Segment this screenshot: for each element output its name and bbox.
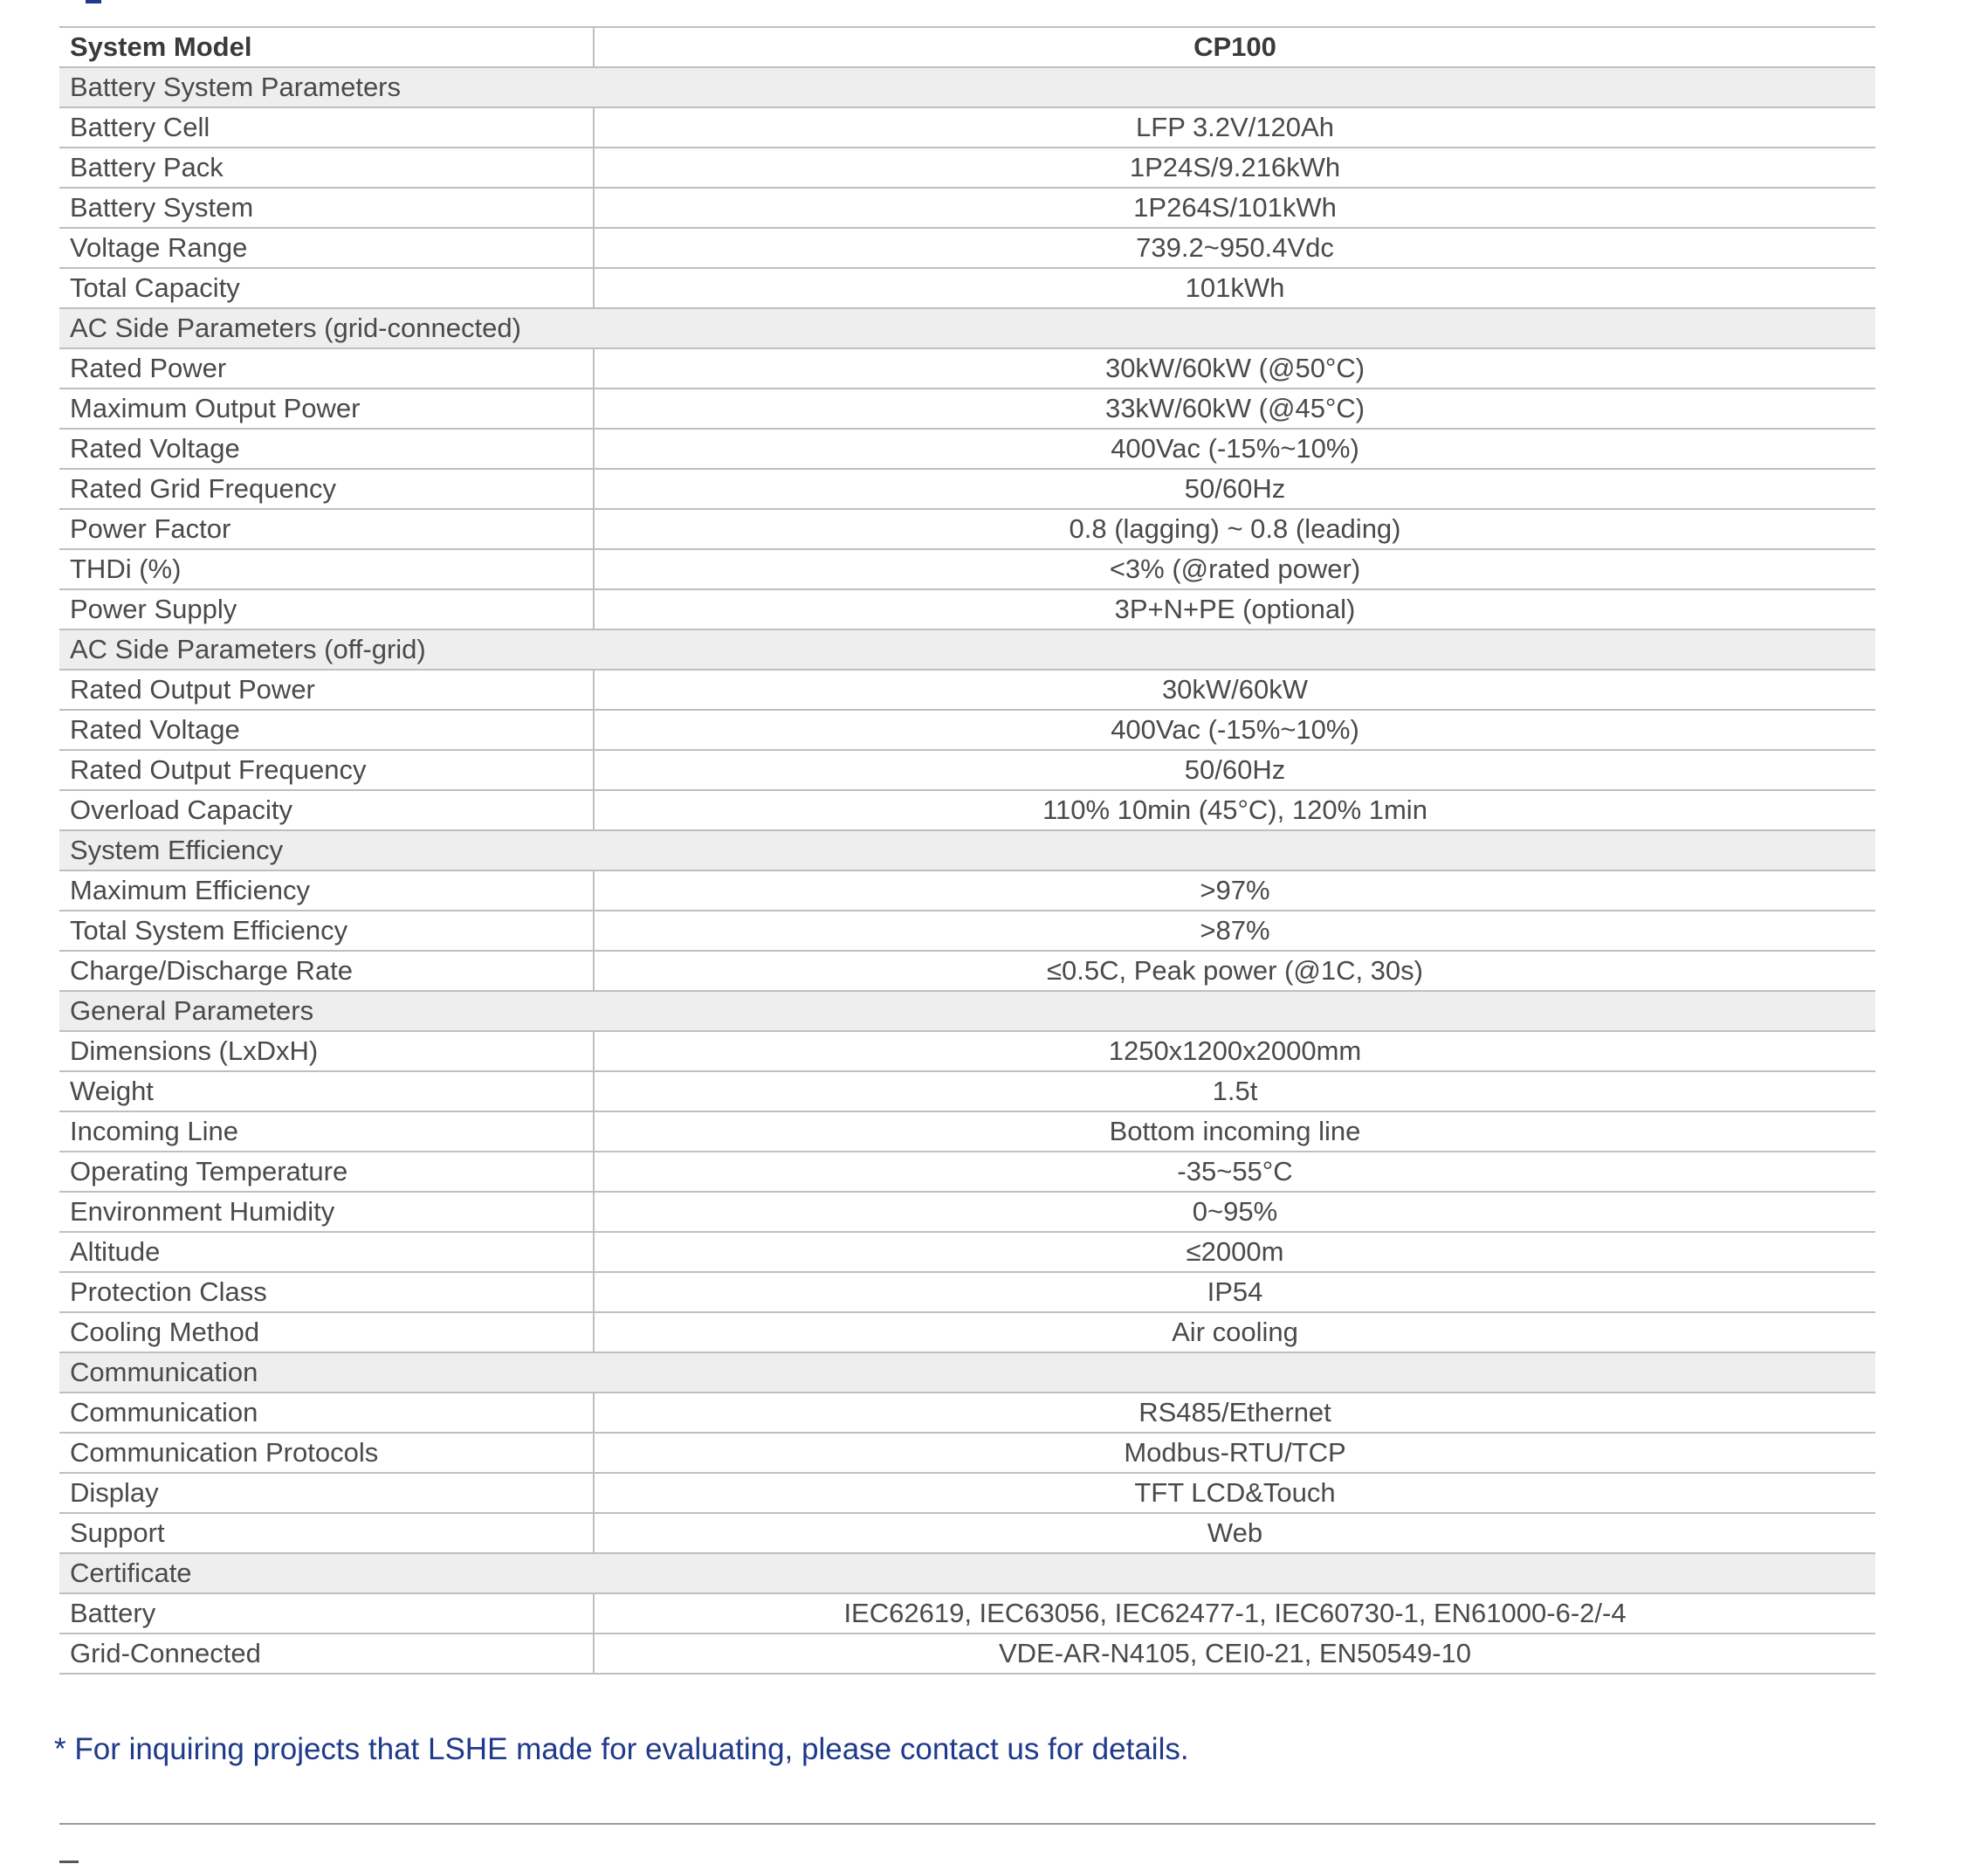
spec-row <box>59 228 1875 268</box>
spec-label: Incoming Line <box>59 1111 594 1152</box>
section-title: System Efficiency <box>59 830 1875 870</box>
spec-row <box>59 148 1875 188</box>
spec-value: 400Vac (-15%~10%) <box>594 710 1875 750</box>
spec-label: Voltage Range <box>59 228 594 268</box>
spec-label: Environment Humidity <box>59 1192 594 1232</box>
spec-label: Power Factor <box>59 509 594 549</box>
spec-row <box>59 348 1875 389</box>
spec-row <box>59 509 1875 549</box>
header-value: CP100 <box>594 27 1875 67</box>
spec-value: 400Vac (-15%~10%) <box>594 429 1875 469</box>
spec-row <box>59 1071 1875 1111</box>
spec-row <box>59 1312 1875 1352</box>
spec-value: 33kW/60kW (@45°C) <box>594 389 1875 429</box>
spec-label: Rated Voltage <box>59 429 594 469</box>
spec-row <box>59 670 1875 710</box>
spec-value: 3P+N+PE (optional) <box>594 589 1875 629</box>
spec-label: Maximum Output Power <box>59 389 594 429</box>
spec-value: <3% (@rated power) <box>594 549 1875 589</box>
table-header-row <box>59 27 1875 67</box>
spec-row <box>59 1192 1875 1232</box>
spec-row <box>59 1152 1875 1192</box>
spec-label: Rated Voltage <box>59 710 594 750</box>
section-row <box>59 67 1875 107</box>
section-title: Communication <box>59 1352 1875 1393</box>
spec-value: ≤0.5C, Peak power (@1C, 30s) <box>594 951 1875 991</box>
spec-value: >97% <box>594 870 1875 911</box>
section-title: Battery System Parameters <box>59 67 1875 107</box>
spec-row <box>59 549 1875 589</box>
spec-row <box>59 1593 1875 1634</box>
spec-label: Protection Class <box>59 1272 594 1312</box>
spec-label: Support <box>59 1513 594 1553</box>
section-title: AC Side Parameters (grid-connected) <box>59 308 1875 348</box>
spec-value: 50/60Hz <box>594 750 1875 790</box>
spec-label: Rated Power <box>59 348 594 389</box>
spec-value: >87% <box>594 911 1875 951</box>
spec-value: ≤2000m <box>594 1232 1875 1272</box>
spec-row <box>59 1433 1875 1473</box>
spec-value: Web <box>594 1513 1875 1553</box>
spec-row <box>59 710 1875 750</box>
spec-label: Charge/Discharge Rate <box>59 951 594 991</box>
spec-row <box>59 870 1875 911</box>
spec-label: Communication <box>59 1393 594 1433</box>
spec-label: Dimensions (LxDxH) <box>59 1031 594 1071</box>
spec-value: 1P264S/101kWh <box>594 188 1875 228</box>
spec-label: Rated Grid Frequency <box>59 469 594 509</box>
spec-label: THDi (%) <box>59 549 594 589</box>
spec-label: Cooling Method <box>59 1312 594 1352</box>
spec-value: 110% 10min (45°C), 120% 1min <box>594 790 1875 830</box>
spec-label: Grid-Connected <box>59 1634 594 1674</box>
spec-row <box>59 790 1875 830</box>
spec-row <box>59 429 1875 469</box>
spec-label: Communication Protocols <box>59 1433 594 1473</box>
spec-row <box>59 1473 1875 1513</box>
bottom-corner-mark <box>59 1861 79 1863</box>
section-row <box>59 629 1875 670</box>
spec-row <box>59 1513 1875 1553</box>
spec-label: Display <box>59 1473 594 1513</box>
section-row <box>59 830 1875 870</box>
spec-value: Bottom incoming line <box>594 1111 1875 1152</box>
spec-label: Battery System <box>59 188 594 228</box>
spec-value: VDE-AR-N4105, CEI0-21, EN50549-10 <box>594 1634 1875 1674</box>
spec-row <box>59 951 1875 991</box>
spec-row <box>59 107 1875 148</box>
spec-label: Rated Output Power <box>59 670 594 710</box>
spec-value: Air cooling <box>594 1312 1875 1352</box>
spec-row <box>59 1232 1875 1272</box>
spec-value: -35~55°C <box>594 1152 1875 1192</box>
spec-label: Operating Temperature <box>59 1152 594 1192</box>
spec-value: 1.5t <box>594 1071 1875 1111</box>
spec-label: Altitude <box>59 1232 594 1272</box>
spec-label: Maximum Efficiency <box>59 870 594 911</box>
spec-label: Rated Output Frequency <box>59 750 594 790</box>
spec-value: 0~95% <box>594 1192 1875 1232</box>
spec-row <box>59 911 1875 951</box>
spec-label: Power Supply <box>59 589 594 629</box>
spec-label: Battery <box>59 1593 594 1634</box>
spec-value: 739.2~950.4Vdc <box>594 228 1875 268</box>
spec-table-body <box>59 27 1875 1674</box>
spec-value: 30kW/60kW <box>594 670 1875 710</box>
spec-value: IP54 <box>594 1272 1875 1312</box>
spec-row <box>59 750 1875 790</box>
spec-label: Weight <box>59 1071 594 1111</box>
spec-row <box>59 1111 1875 1152</box>
section-row <box>59 308 1875 348</box>
section-row <box>59 991 1875 1031</box>
bottom-divider <box>59 1823 1875 1825</box>
spec-value: 30kW/60kW (@50°C) <box>594 348 1875 389</box>
spec-value: RS485/Ethernet <box>594 1393 1875 1433</box>
spec-value: 101kWh <box>594 268 1875 308</box>
spec-value: LFP 3.2V/120Ah <box>594 107 1875 148</box>
footnote: * For inquiring projects that LSHE made for evaluating, please contact us for details. <box>54 1732 1189 1766</box>
spec-row <box>59 469 1875 509</box>
spec-row <box>59 1634 1875 1674</box>
spec-label: Battery Pack <box>59 148 594 188</box>
spec-label: Battery Cell <box>59 107 594 148</box>
spec-label: Total Capacity <box>59 268 594 308</box>
section-row <box>59 1553 1875 1593</box>
spec-row <box>59 1031 1875 1071</box>
spec-label: Overload Capacity <box>59 790 594 830</box>
spec-row <box>59 389 1875 429</box>
spec-row <box>59 589 1875 629</box>
spec-row <box>59 1393 1875 1433</box>
section-title: General Parameters <box>59 991 1875 1031</box>
spec-row <box>59 1272 1875 1312</box>
spec-value: TFT LCD&Touch <box>594 1473 1875 1513</box>
spec-table <box>59 26 1875 1675</box>
spec-value: IEC62619, IEC63056, IEC62477-1, IEC60730-1, EN61000-6-2/-4 <box>594 1593 1875 1634</box>
spec-row <box>59 268 1875 308</box>
spec-value: 0.8 (lagging) ~ 0.8 (leading) <box>594 509 1875 549</box>
spec-value: Modbus-RTU/TCP <box>594 1433 1875 1473</box>
spec-value: 50/60Hz <box>594 469 1875 509</box>
top-accent-mark <box>86 0 101 3</box>
spec-value: 1250x1200x2000mm <box>594 1031 1875 1071</box>
section-title: AC Side Parameters (off-grid) <box>59 629 1875 670</box>
header-label: System Model <box>59 27 594 67</box>
spec-value: 1P24S/9.216kWh <box>594 148 1875 188</box>
spec-row <box>59 188 1875 228</box>
spec-label: Total System Efficiency <box>59 911 594 951</box>
section-row <box>59 1352 1875 1393</box>
section-title: Certificate <box>59 1553 1875 1593</box>
